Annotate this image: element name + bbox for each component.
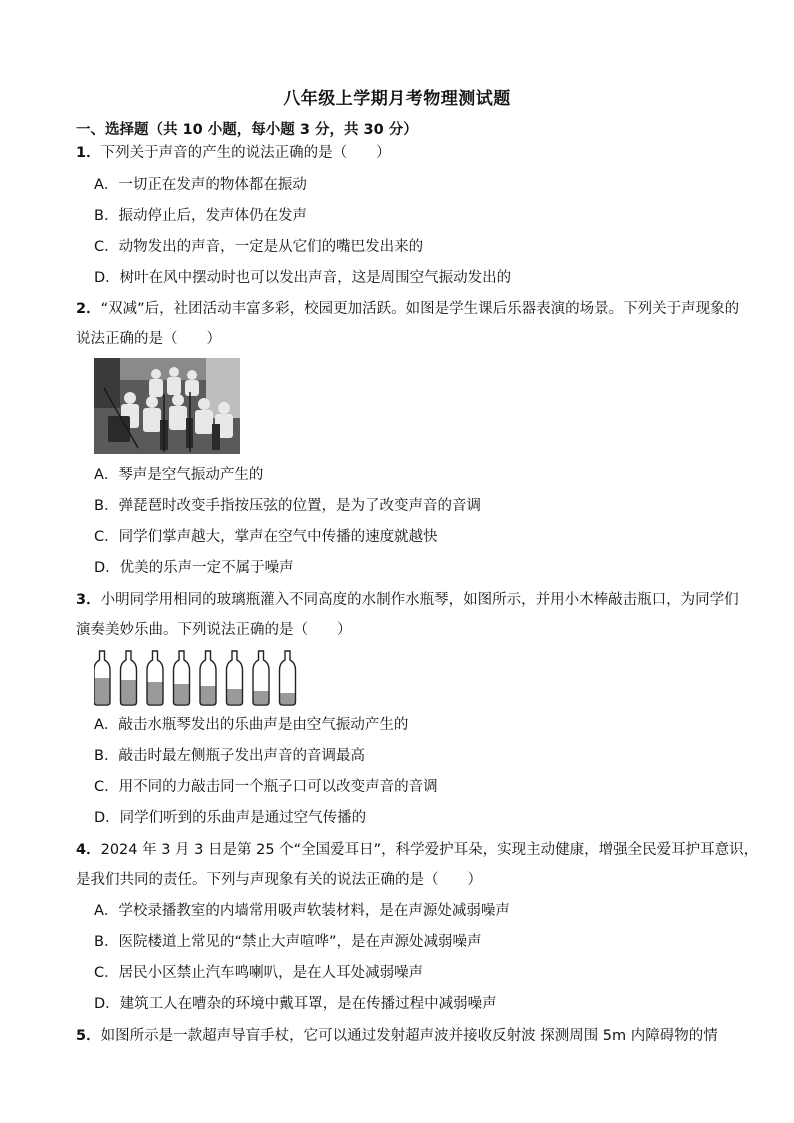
section-heading: 一、选择题（共 10 小题，每小题 3 分，共 30 分） (76, 122, 418, 138)
water-bottle (147, 651, 163, 705)
question-1-stem: 1．下列关于声音的产生的说法正确的是（ ） (76, 145, 391, 161)
question-4-option-a: A．学校录播教室的内墙常用吸声软装材料，是在声源处减弱噪声 (94, 903, 510, 919)
question-1-option-b: B．振动停止后，发声体仍在发声 (94, 208, 307, 224)
water-bottle (253, 651, 269, 705)
question-2-option-d: D．优美的乐声一定不属于噪声 (94, 560, 294, 576)
bottle-water (148, 682, 163, 704)
question-2-option-a: A．琴声是空气振动产生的 (94, 467, 264, 483)
question-4-stem: 4．2024 年 3 月 3 日是第 25 个“全国爱耳日”，科学爱护耳朵，实现主动健康，增强全民爱耳护耳意识， (76, 842, 759, 858)
question-3-option-d: D．同学们听到的乐曲声是通过空气传播的 (94, 810, 367, 826)
question-4-option-b: B．医院楼道上常见的“禁止大声喧哗”，是在声源处减弱噪声 (94, 934, 482, 950)
question-1-option-a: A．一切正在发声的物体都在振动 (94, 177, 307, 193)
question-3-option-a: A．敲击水瓶琴发出的乐曲声是由空气振动产生的 (94, 717, 409, 733)
question-3-option-c: C．用不同的力敲击同一个瓶子口可以改变声音的音调 (94, 779, 438, 795)
question-4-stem-cont: 是我们共同的责任。下列与声现象有关的说法正确的是（ ） (76, 872, 482, 888)
question-2-option-b: B．弹琵琶时改变手指按压弦的位置，是为了改变声音的音调 (94, 498, 481, 514)
question-2-stem-cont: 说法正确的是（ ） (76, 331, 221, 347)
music-performance-photo (94, 358, 240, 454)
question-3-stem-cont: 演奏美妙乐曲。下列说法正确的是（ ） (76, 622, 352, 638)
water-bottle (121, 651, 137, 705)
question-1-option-d: D．树叶在风中摆动时也可以发出声音，这是周围空气振动发出的 (94, 270, 512, 286)
question-4-option-c: C．居民小区禁止汽车鸣喇叭，是在人耳处减弱噪声 (94, 965, 424, 981)
bottle-water (254, 691, 269, 704)
bottle-water (95, 678, 110, 704)
question-2-stem: 2．“双减”后，社团活动丰富多彩，校园更加活跃。如图是学生课后乐器表演的场景。下列关于声现象的 (76, 301, 740, 317)
water-bottle (94, 651, 110, 705)
question-2-option-c: C．同学们掌声越大，掌声在空气中传播的速度就越快 (94, 529, 438, 545)
bottle-water (201, 686, 216, 704)
question-1-option-c: C．动物发出的声音，一定是从它们的嘴巴发出来的 (94, 239, 424, 255)
bottle-water (280, 693, 295, 704)
question-3-stem: 3．小明同学用相同的玻璃瓶灌入不同高度的水制作水瓶琴，如图所示，并用小木棒敲击瓶口，为同学们 (76, 592, 739, 608)
music-performance-illustration (94, 358, 240, 454)
bottle-water (121, 680, 136, 704)
question-4-option-d: D．建筑工人在嘈杂的环境中戴耳罩，是在传播过程中减弱噪声 (94, 996, 497, 1012)
water-bottles-figure (94, 650, 310, 708)
water-bottle (227, 651, 243, 705)
water-bottle (280, 651, 296, 705)
bottle-water (174, 684, 189, 704)
question-5-stem: 5．如图所示是一款超声导盲手杖，它可以通过发射超声波并接收反射波 探测周围 5m 内障碍物的情 (76, 1028, 718, 1044)
page-title: 八年级上学期月考物理测试题 (283, 89, 511, 109)
question-3-option-b: B．敲击时最左侧瓶子发出声音的音调最高 (94, 748, 365, 764)
water-bottle (174, 651, 190, 705)
water-bottle (200, 651, 216, 705)
bottle-water (227, 689, 242, 704)
